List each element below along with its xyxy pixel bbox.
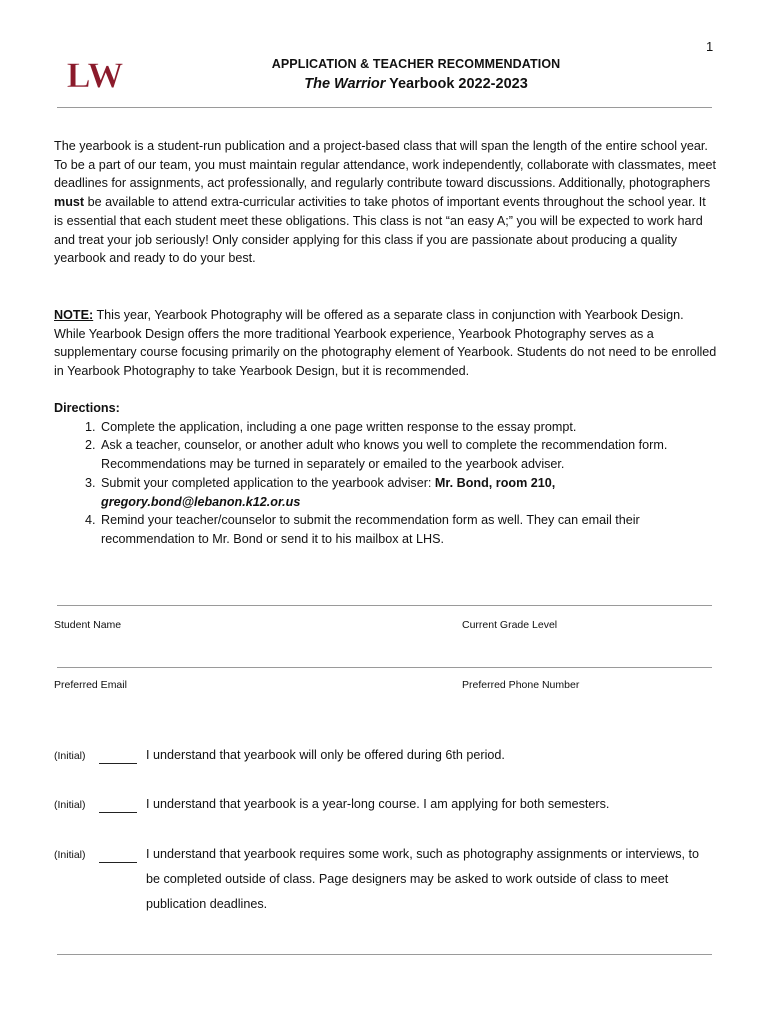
note-paragraph <box>54 306 718 381</box>
yearbook-name: The Warrior <box>304 76 386 92</box>
header-divider <box>57 107 712 108</box>
name-grade-line[interactable] <box>57 605 712 606</box>
direction-item: 4. Remind your teacher/counselor to submit the recommendation form as well. They can email their recommendation to Mr. Bond or send it to his mailbox at LHS. <box>99 511 718 548</box>
intro-paragraph <box>54 137 718 268</box>
email-label: Preferred Email <box>54 679 127 691</box>
initial-field[interactable] <box>99 862 137 863</box>
note-label: NOTE: <box>54 308 94 322</box>
logo-text: LW <box>66 55 124 95</box>
intro-text-2: be available to attend extra-curricular activities to take photos of important events throughout the school year. It is essential that each student meet these obligations. This class is not “an easy A;” you will be expected to work hard and treat your job seriously! Only consider applying for this class if you are passionate about producing a quality yearbook and ready to do your best. <box>54 195 706 266</box>
page-number: 1 <box>706 39 714 54</box>
note-text: This year, Yearbook Photography will be offered as a separate class in conjunction with Yearbook Design. While Yearbook Design offers the more traditional Yearbook experience, Yearbook Photography serves as a supplementary course focusing primarily on the photography element of Yearbook. Students do not need to be enrolled in Yearbook Photography to take Yearbook Design, but it is recommended. <box>54 308 717 379</box>
form-title: APPLICATION & TEACHER RECOMMENDATION <box>271 57 561 71</box>
initial-statement: I understand that yearbook will only be offered during 6th period. <box>146 748 505 762</box>
initial-label: (Initial) <box>54 799 86 811</box>
initial-field[interactable] <box>99 812 137 813</box>
direction-item <box>99 474 718 511</box>
form-subtitle <box>200 76 632 92</box>
phone-label: Preferred Phone Number <box>462 679 580 691</box>
initial-statement: I understand that yearbook is a year-long course. I am applying for both semesters. <box>146 797 610 811</box>
bottom-divider <box>57 954 712 955</box>
intro-must: must <box>54 195 85 210</box>
adviser-room: Mr. Bond, room 210, <box>434 475 556 490</box>
initial-label: (Initial) <box>54 849 86 861</box>
school-logo <box>66 54 124 96</box>
student-name-label: Student Name <box>54 619 122 631</box>
adviser-email: gregory.bond@lebanon.k12.or.us <box>101 494 301 509</box>
direction-item-3-text: Submit your completed application to the yearbook adviser: <box>101 475 435 490</box>
email-phone-line[interactable] <box>57 667 712 668</box>
direction-item: 1. Complete the application, including a one page written response to the essay prompt. <box>99 418 718 437</box>
grade-level-label: Current Grade Level <box>462 619 558 631</box>
initial-statement: I understand that yearbook requires some work, such as photography assignments or interviews, to be completed outside of class. Page designers may be asked to work outside of class to meet publication deadlines. <box>146 847 700 911</box>
intro-text-1: The yearbook is a student-run publication and a project-based class that will span the length of the entire school year. To be a part of our team, you must maintain regular attendance, work independently, collaborate with classmates, meet deadlines for assignments, act professionally, and regularly contribute toward discussions. Additionally, photographers <box>54 139 716 191</box>
yearbook-year: Yearbook 2022-2023 <box>385 76 528 92</box>
direction-item: 2. Ask a teacher, counselor, or another adult who knows you well to complete the recommendation form. Recommendations may be turned in separately or emailed to the yearbook adviser. <box>99 436 718 473</box>
initial-label: (Initial) <box>54 750 86 762</box>
directions-list <box>54 418 718 549</box>
directions-section <box>54 399 718 549</box>
directions-heading: Directions: <box>54 401 120 415</box>
initial-field[interactable] <box>99 763 137 764</box>
